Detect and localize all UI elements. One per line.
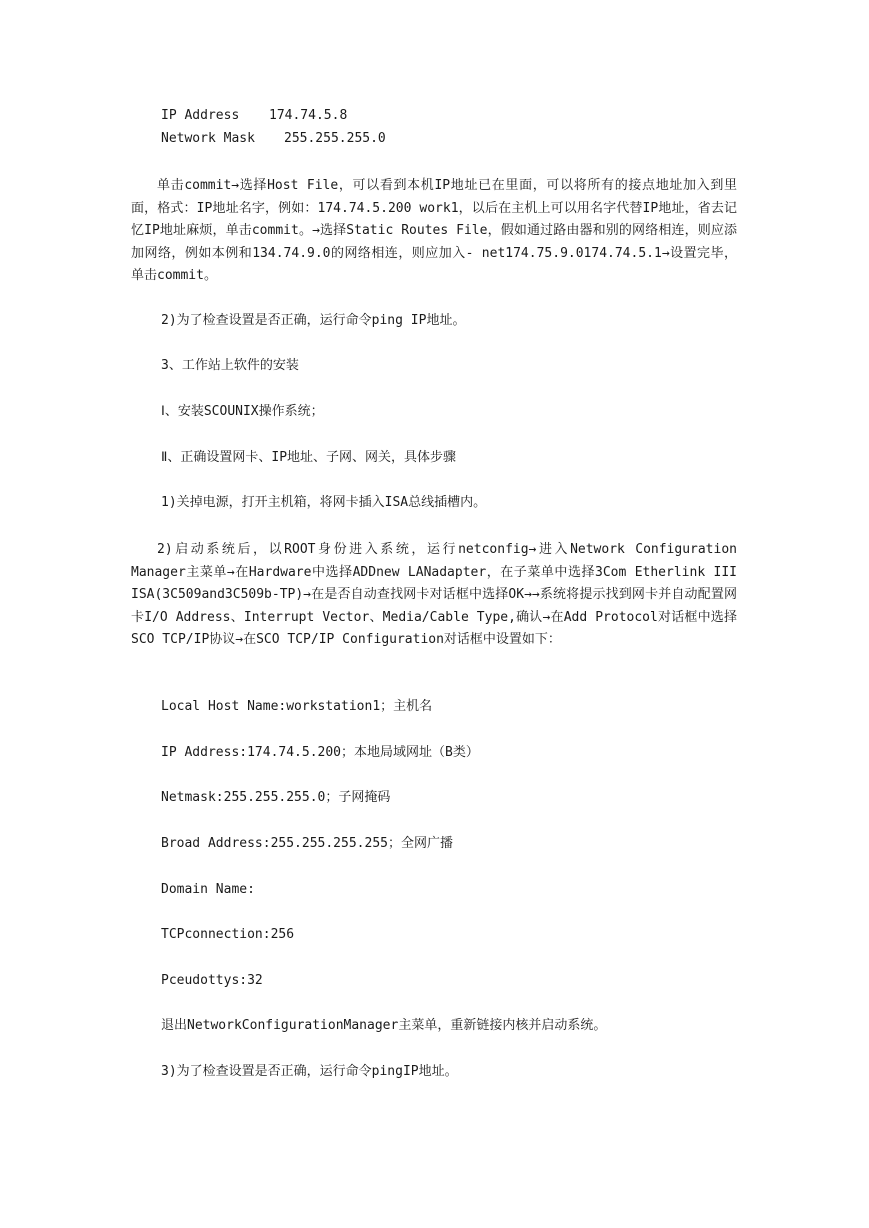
tcp-connection-line: TCPconnection:256	[161, 927, 295, 942]
ip-address-value: 174.74.5.8	[269, 108, 348, 123]
check-ping-paragraph-1: 2)为了检查设置是否正确，运行命令ping IP地址。	[161, 313, 466, 328]
section-heading-3: 3、工作站上软件的安装	[161, 358, 299, 373]
step-ii: Ⅱ、正确设置网卡、IP地址、子网、网关，具体步骤	[161, 450, 457, 465]
ip-address-label: IP Address	[161, 108, 240, 123]
step-2-paragraph: 2)启动系统后，以ROOT身份进入系统，运行netconfig→进入Network Configuration Manager主菜单→在Hardware中选择ADDnew LANadapter，在子菜单中选择3Com Etherlink III ISA(3C509and3C509b-TP)→在是否自动查找网卡对话框中选择OK→→系统将提示找到网卡并自动配置网卡I/O Address、Interrupt Vector、Media/Cable Type,确认→在Add Protocol对话框中选择SCO TCP/IP协议→在SCO TCP/IP Configuration对话框中设置如下：	[131, 542, 737, 648]
netmask-line: Netmask:255.255.255.0；子网掩码	[161, 790, 391, 805]
step-1: 1)关掉电源，打开主机箱，将网卡插入ISA总线插槽内。	[161, 495, 487, 510]
broad-address-line: Broad Address:255.255.255.255；全网广播	[161, 836, 453, 851]
ip-address-line: IP Address:174.74.5.200；本地局域网址（B类）	[161, 745, 479, 760]
commit-paragraph: 单击commit→选择Host File，可以看到本机IP地址已在里面，可以将所有的接点地址加入到里面，格式：IP地址名字，例如：174.74.5.200 work1，以后在主机上可以用名字代替IP地址，省去记忆IP地址麻烦，单击commit。→选择Static Routes File，假如通过路由器和别的网络相连，则应添加网络，例如本例和134.74.9.0的网络相连，则应加入- net174.75.9.0174.74.5.1→设置完毕，单击commit。	[131, 178, 737, 284]
network-mask-row	[161, 131, 386, 147]
exit-menu-line: 退出NetworkConfigurationManager主菜单，重新链接内核并启动系统。	[161, 1018, 607, 1033]
domain-name-line: Domain Name:	[161, 882, 255, 897]
pceudottys-line: Pceudottys:32	[161, 973, 263, 988]
check-ping-paragraph-3: 3)为了检查设置是否正确，运行命令pingIP地址。	[161, 1064, 458, 1079]
network-mask-label: Network Mask	[161, 131, 255, 146]
step-i: Ⅰ、安装SCOUNIX操作系统；	[161, 404, 324, 419]
network-mask-value: 255.255.255.0	[284, 131, 386, 146]
ip-address-row	[161, 108, 347, 124]
local-host-line: Local Host Name:workstation1；主机名	[161, 699, 433, 714]
